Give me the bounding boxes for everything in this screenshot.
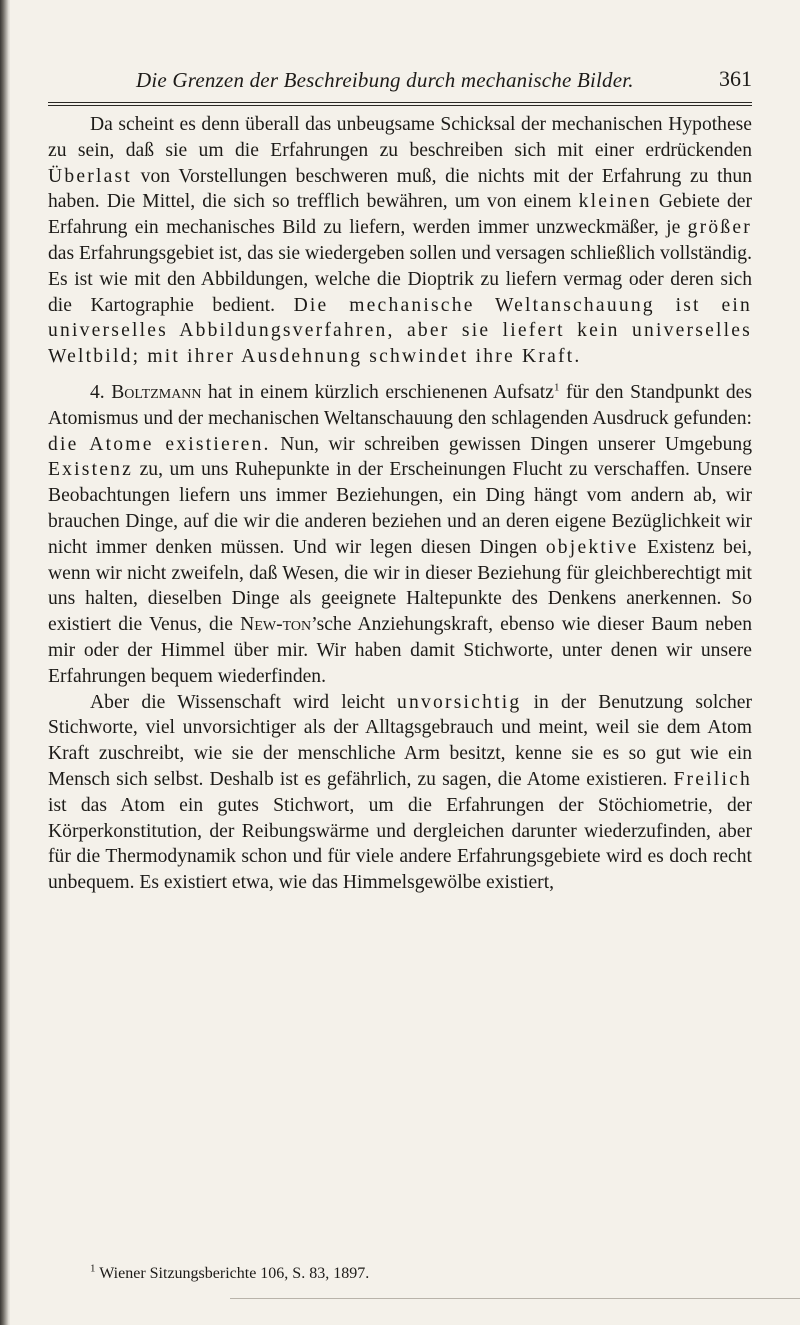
text-run: für den Standpunkt des Atomismus und der mechanischen Weltanschauung den schlagenden Ausdruck gefunden: bbox=[48, 381, 752, 429]
footnote-reference: 1 bbox=[553, 381, 560, 394]
text-run: von Vorstellungen beschweren muß, die nichts mit der Erfahrung zu thun haben. Die Mittel, die sich so trefflich bewähren, um von einem bbox=[48, 165, 752, 213]
text-run: Aber die Wissenschaft wird leicht bbox=[90, 691, 397, 713]
running-head bbox=[48, 62, 760, 96]
body-text bbox=[48, 112, 752, 896]
text-run: 4. bbox=[90, 381, 112, 403]
author-name: New-ton bbox=[240, 614, 312, 636]
text-run: in der Benutzung solcher Stichworte, viel unvorsichtiger als der Alltagsgebrauch und meint, weil sie dem Atom Kraft zuschreibt, wie sie der menschliche Arm besitzt, kenne sie es so gut wie ein Mensch sich selbst. Deshalb ist es gefährlich, zu sagen, die Atome existieren. bbox=[48, 691, 752, 790]
spaced-emphasis: Freilich bbox=[673, 768, 752, 790]
text-run: das Erfahrungsgebiet ist, das sie wiedergeben sollen und versagen schließlich vollständig. Es ist wie mit den Abbildungen, welche die Dioptrik zu liefern vermag oder deren sich die Kartographie bedient. bbox=[48, 242, 752, 316]
spaced-emphasis: Existenz bbox=[48, 459, 134, 481]
text-run: Nun, wir schreiben gewissen Dingen unserer Umgebung bbox=[270, 433, 752, 455]
text-run: hat in einem kürzlich erschienenen Aufsatz bbox=[201, 381, 554, 403]
paragraph bbox=[48, 690, 752, 896]
bottom-divider bbox=[230, 1298, 800, 1299]
text-run: Gebiete der Erfahrung ein mechanisches Bild zu liefern, werden immer unzweckmäßer, je bbox=[48, 191, 752, 239]
paragraph bbox=[48, 112, 752, 370]
text-run: ist das Atom ein gutes Stichwort, um die Erfahrungen der Stöchiometrie, der Körperkonstitution, der Reibungswärme und dergleichen darunter wiederzufinden, aber für die Thermodynamik schon und für viele andere Erfahrungsgebiete wird es doch recht unbequem. Es existiert etwa, wie das Himmelsgewölbe existiert, bbox=[48, 794, 752, 894]
page-number: 361 bbox=[719, 66, 752, 91]
spaced-emphasis: objektive bbox=[545, 536, 639, 558]
spaced-emphasis: Überlast bbox=[48, 165, 132, 187]
book-page bbox=[48, 62, 760, 1282]
page-binding-edge bbox=[0, 0, 10, 1325]
text-run: ’sche Anziehungskraft, ebenso wie dieser Baum neben mir oder der Himmel über mir. Wir haben damit Stichworte, unter denen wir unsere Erfahrungen bequem wiederfinden. bbox=[48, 614, 752, 687]
spaced-emphasis: Die mechanische Weltanschauung ist ein universelles Abbildungsverfahren, aber sie liefert kein universelles Weltbild; mit ihrer Ausdehnung schwindet ihre Kraft. bbox=[48, 294, 752, 368]
paragraph bbox=[48, 380, 752, 690]
running-title: Die Grenzen der Beschreibung durch mechanische Bilder. bbox=[136, 68, 634, 92]
text-run: Existenz bei, wenn wir nicht zweifeln, daß Wesen, die wir in dieser Beziehung für gleichberechtigt mit uns halten, dieselben Dinge als geeignete Haltepunkte des Denkens anerkennen. So existiert die Venus, die bbox=[48, 536, 752, 636]
footnote-text: Wiener Sitzungsberichte 106, S. 83, 1897. bbox=[95, 1265, 370, 1282]
text-run: Da scheint es denn überall das unbeugsame Schicksal der mechanischen Hypothese zu sein, daß sie um die Erfahrungen zu beschreiben sich mit einer erdrückenden bbox=[48, 114, 752, 161]
spaced-emphasis: unvorsichtig bbox=[397, 691, 522, 713]
footnote bbox=[90, 1262, 370, 1283]
spaced-emphasis: die Atome existieren. bbox=[48, 433, 271, 455]
spaced-emphasis: kleinen bbox=[578, 191, 652, 213]
header-rule bbox=[48, 102, 752, 106]
text-run: zu, um uns Ruhepunkte in der Erscheinungen Flucht zu verschaffen. Unsere Beobachtungen liefern uns immer Beziehungen, ein Ding hängt vom andern ab, wir brauchen Dinge, auf die wir die anderen beziehen und an deren eigene Bezüglichkeit wir nicht immer denken müssen. Und wir legen diesen Dingen bbox=[48, 459, 752, 558]
footnote-marker: 1 bbox=[90, 1262, 96, 1275]
spaced-emphasis: größer bbox=[687, 217, 752, 239]
author-name: Boltzmann bbox=[111, 381, 202, 403]
